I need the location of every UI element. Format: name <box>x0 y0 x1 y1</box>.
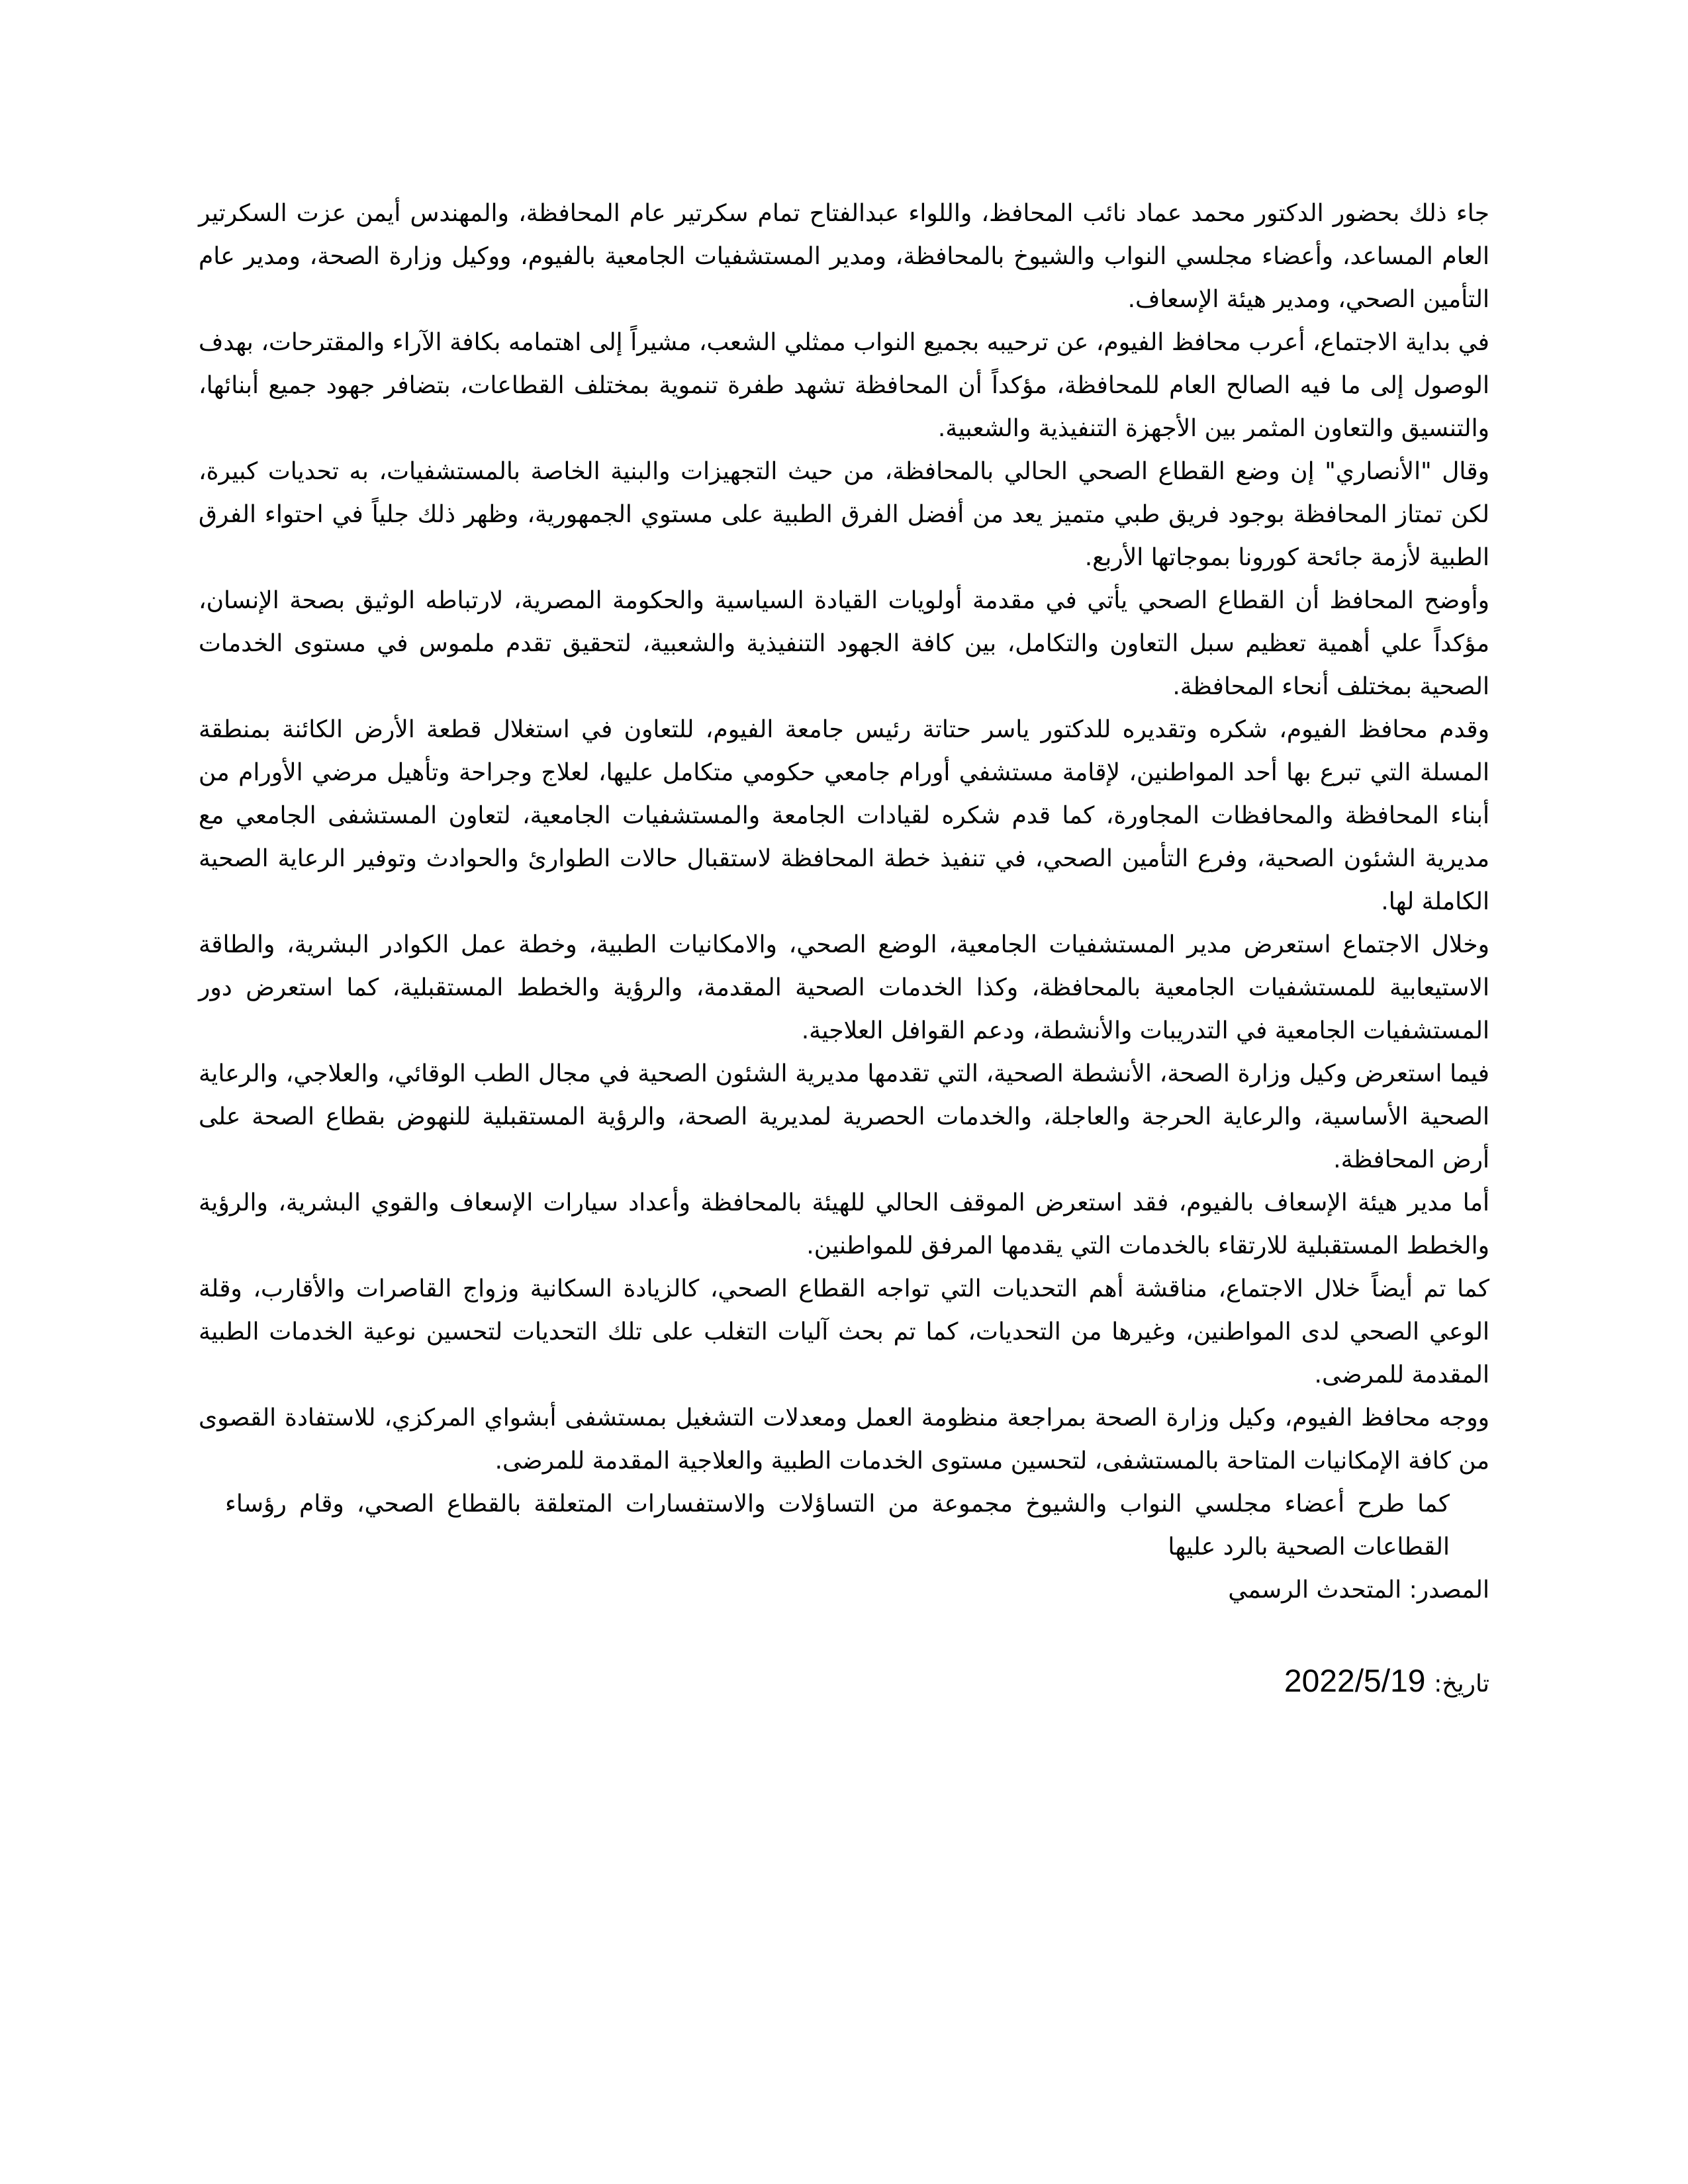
paragraph-ambulance: أما مدير هيئة الإسعاف بالفيوم، فقد استعرض الموقف الحالي للهيئة بالمحافظة وأعداد سيارات الإسعاف والقوي البشرية، والرؤية والخطط المستقبلية للارتقاء بالخدمات التي يقدمها المرفق للمواطنين. <box>199 1189 1489 1259</box>
paragraph-attendance: جاء ذلك بحضور الدكتور محمد عماد نائب المحافظ، واللواء عبدالفتاح تمام سكرتير عام المحافظة، والمهندس أيمن عزت السكرتير العام المساعد، وأعضاء مجلسي النواب والشيوخ بالمحافظة، ومدير المستشفيات الجامعية بالفيوم، ووكيل وزارة الصحة، ومدير عام التأمين الصحي، ومدير هيئة الإسعاف. <box>199 200 1489 313</box>
paragraph-directive: ووجه محافظ الفيوم، وكيل وزارة الصحة بمراجعة منظومة العمل ومعدلات التشغيل بمستشفى أبشواي المركزي، للاستفادة القصوى من كافة الإمكانيات المتاحة بالمستشفى، لتحسين مستوى الخدمات الطبية والعلاجية المقدمة للمرضى. <box>199 1404 1489 1475</box>
paragraph-university-hospitals: وخلال الاجتماع استعرض مدير المستشفيات الجامعية، الوضع الصحي، والامكانيات الطبية، وخطة عمل الكوادر البشرية، والطاقة الاستيعابية للمستشفيات الجامعية بالمحافظة، وكذا الخدمات الصحية المقدمة، والرؤية والخطط المستقبلية، كما استعرض دور المستشفيات الجامعية في التدريبات والأنشطة، ودعم القوافل العلاجية. <box>199 931 1489 1044</box>
article-body <box>199 192 1489 1704</box>
paragraph-health-activities: فيما استعرض وكيل وزارة الصحة، الأنشطة الصحية، التي تقدمها مديرية الشئون الصحية في مجال الطب الوقائي، والعلاجي، والرعاية الصحية الأساسية، والرعاية الحرجة والعاجلة، والخدمات الحصرية لمديرية الصحة، والرؤية المستقبلية للنهوض بقطاع الصحة على أرض المحافظة. <box>199 1060 1489 1173</box>
paragraph-priorities: وأوضح المحافظ أن القطاع الصحي يأتي في مقدمة أولويات القيادة السياسية والحكومة المصرية، لارتباطه الوثيق بصحة الإنسان، مؤكداً علي أهمية تعظيم سبل التعاون والتكامل، بين كافة الجهود التنفيذية والشعبية، لتحقيق تقدم ملموس في مستوى الخدمات الصحية بمختلف أنحاء المحافظة. <box>199 587 1489 700</box>
paragraph-questions: كما طرح أعضاء مجلسي النواب والشيوخ مجموعة من التساؤلات والاستفسارات المتعلقة بالقطاع الصحي، وقام رؤساء القطاعات الصحية بالرد عليها <box>225 1490 1450 1561</box>
date-line <box>199 1661 1489 1704</box>
date-value: 2022/5/19 <box>1284 1664 1426 1699</box>
paragraph-opening: في بداية الاجتماع، أعرب محافظ الفيوم، عن ترحيبه بجميع النواب ممثلي الشعب، مشيراً إلى اهتمامه بكافة الآراء والمقترحات، بهدف الوصول إلى ما فيه الصالح العام للمحافظة، مؤكداً أن المحافظة تشهد طفرة تنموية بمختلف القطاعات، بتضافر جهود جميع أبنائها، والتنسيق والتعاون المثمر بين الأجهزة التنفيذية والشعبية. <box>199 329 1489 442</box>
paragraph-health-sector-status: وقال "الأنصاري" إن وضع القطاع الصحي الحالي بالمحافظة، من حيث التجهيزات والبنية الخاصة بالمستشفيات، به تحديات كبيرة، لكن تمتاز المحافظة بوجود فريق طبي متميز يعد من أفضل الفرق الطبية على مستوي الجمهورية، وظهر ذلك جلياً في احتواء الفرق الطبية لأزمة جائحة كورونا بموجاتها الأربع. <box>199 458 1489 571</box>
source-line: المصدر: المتحدث الرسمي <box>1228 1576 1489 1604</box>
paragraph-challenges: كما تم أيضاً خلال الاجتماع، مناقشة أهم التحديات التي تواجه القطاع الصحي، كالزيادة السكانية وزواج القاصرات والأقارب، وقلة الوعي الصحي لدى المواطنين، وغيرها من التحديات، كما تم بحث آليات التغلب على تلك التحديات لتحسين نوعية الخدمات الطبية المقدمة للمرضى. <box>199 1275 1489 1388</box>
paragraph-thanks: وقدم محافظ الفيوم، شكره وتقديره للدكتور ياسر حتاتة رئيس جامعة الفيوم، للتعاون في استغلال قطعة الأرض الكائنة بمنطقة المسلة التي تبرع بها أحد المواطنين، لإقامة مستشفي أورام جامعي حكومي متكامل عليها، لعلاج وجراحة وتأهيل مرضي الأورام من أبناء المحافظة والمحافظات المجاورة، كما قدم شكره لقيادات الجامعة والمستشفيات الجامعية، لتعاون المستشفى الجامعي مع مديرية الشئون الصحية، وفرع التأمين الصحي، في تنفيذ خطة المحافظة لاستقبال حالات الطوارئ والحوادث وتوفير الرعاية الصحية الكاملة لها. <box>199 716 1489 915</box>
date-label: تاريخ: <box>1434 1670 1489 1698</box>
